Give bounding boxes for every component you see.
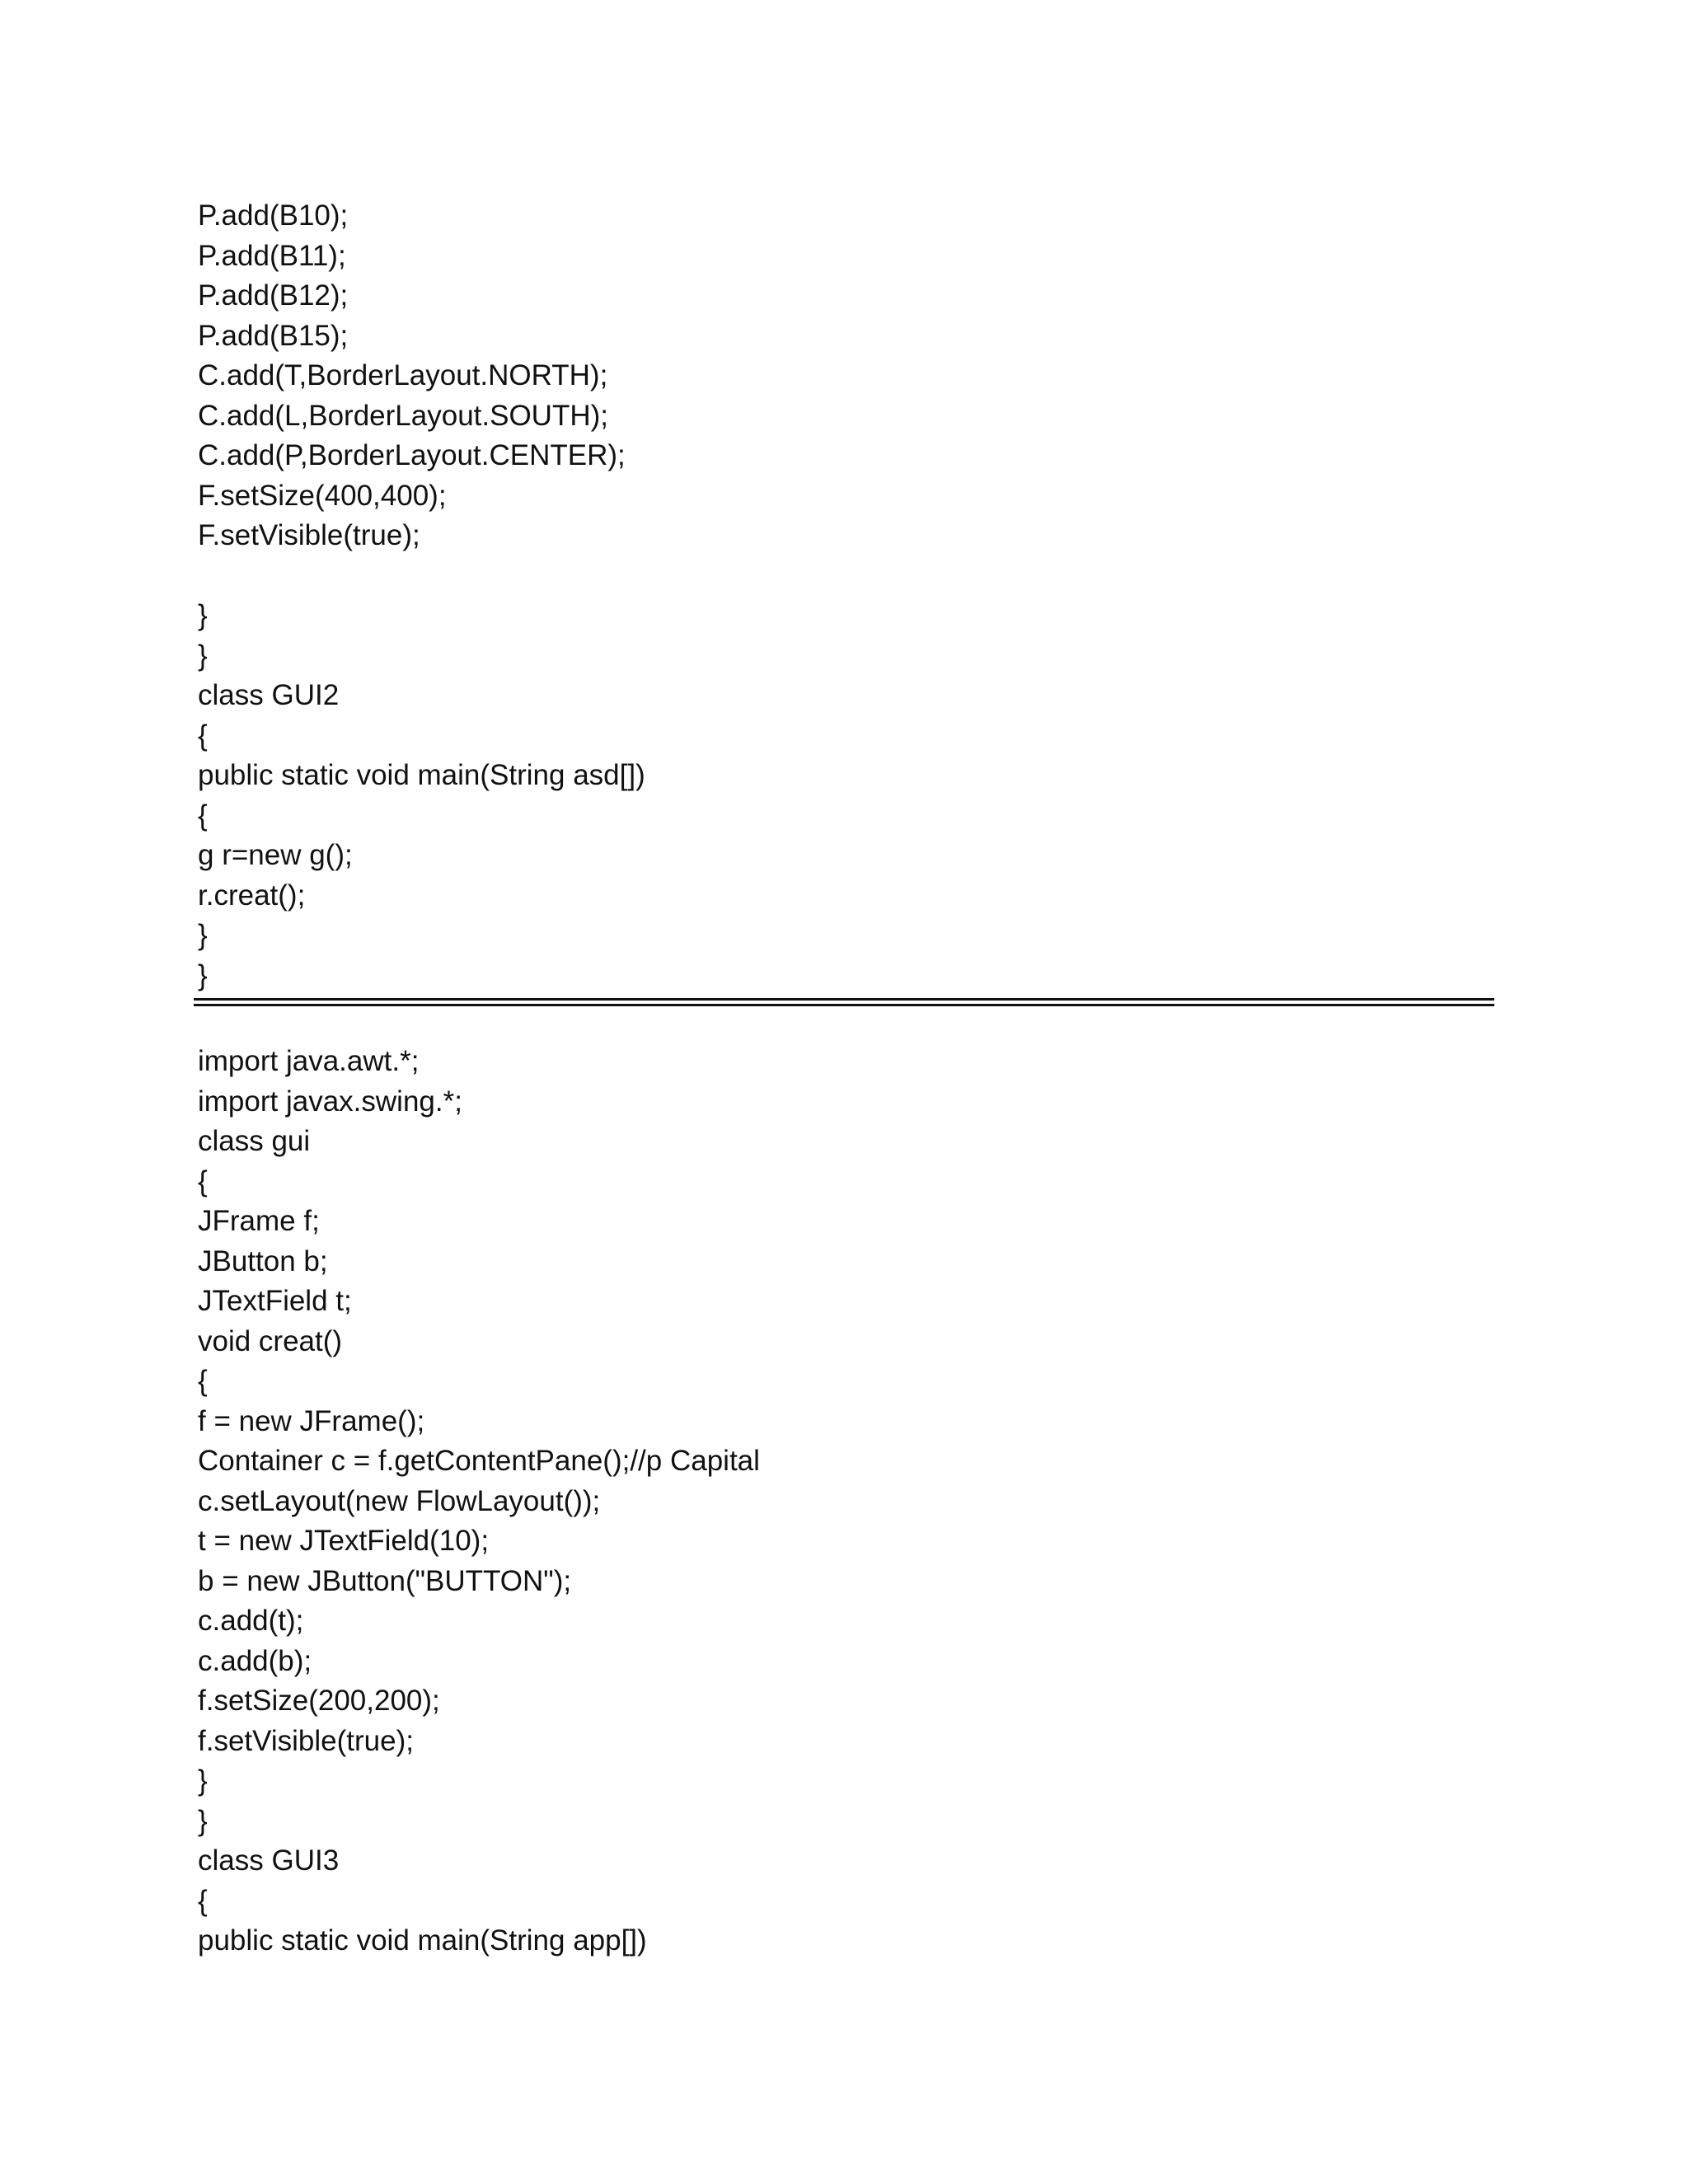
code-line: P.add(B15); (198, 319, 349, 352)
code-line: f.setSize(200,200); (198, 1685, 440, 1717)
code-line: } (198, 599, 208, 631)
code-line: public static void main(String asd[]) (198, 759, 645, 791)
double-rule-top (194, 998, 1494, 1001)
code-line: import java.awt.*; (198, 1045, 420, 1077)
code-line: } (198, 919, 208, 951)
code-line: { (198, 1165, 208, 1197)
code-line: C.add(P,BorderLayout.CENTER); (198, 439, 626, 471)
code-line: f.setVisible(true); (198, 1724, 414, 1757)
code-line: } (198, 1804, 208, 1837)
code-line: g r=new g(); (198, 839, 353, 871)
code-line: f = new JFrame(); (198, 1404, 425, 1437)
code-line: c.add(t); (198, 1605, 304, 1637)
code-line: class GUI2 (198, 679, 340, 711)
code-line: C.add(T,BorderLayout.NORTH); (198, 359, 608, 391)
code-line: c.setLayout(new FlowLayout()); (198, 1484, 601, 1517)
code-line: Container c = f.getContentPane();//p Capital (198, 1445, 760, 1477)
code-line: c.add(b); (198, 1644, 312, 1677)
double-rule-bottom (194, 1004, 1494, 1006)
code-line: P.add(B11); (198, 239, 346, 272)
code-block-gui2 (198, 196, 645, 996)
code-line: { (198, 1365, 208, 1397)
code-line: } (198, 1765, 208, 1797)
code-line: P.add(B12); (198, 279, 349, 312)
code-line: F.setSize(400,400); (198, 479, 447, 512)
code-line: { (198, 719, 208, 752)
code-line: F.setVisible(true); (198, 519, 420, 551)
code-line: t = new JTextField(10); (198, 1525, 490, 1557)
code-line: b = new JButton("BUTTON"); (198, 1564, 572, 1597)
code-line: void creat() (198, 1324, 343, 1357)
code-line: r.creat(); (198, 879, 306, 912)
code-line: { (198, 1884, 208, 1917)
code-line: P.add(B10); (198, 199, 349, 232)
code-line: JButton b; (198, 1244, 328, 1277)
code-line: C.add(L,BorderLayout.SOUTH); (198, 399, 608, 432)
code-line: JFrame f; (198, 1205, 320, 1237)
code-line (198, 556, 645, 597)
code-line: class GUI3 (198, 1844, 340, 1877)
code-line: public static void main(String app[]) (198, 1924, 647, 1957)
code-line: } (198, 958, 208, 991)
code-line: } (198, 639, 208, 672)
code-block-gui3 (198, 1042, 760, 1961)
code-line: import javax.swing.*; (198, 1085, 462, 1118)
code-line: { (198, 799, 208, 832)
code-line: JTextField t; (198, 1285, 352, 1317)
code-line: class gui (198, 1125, 311, 1157)
